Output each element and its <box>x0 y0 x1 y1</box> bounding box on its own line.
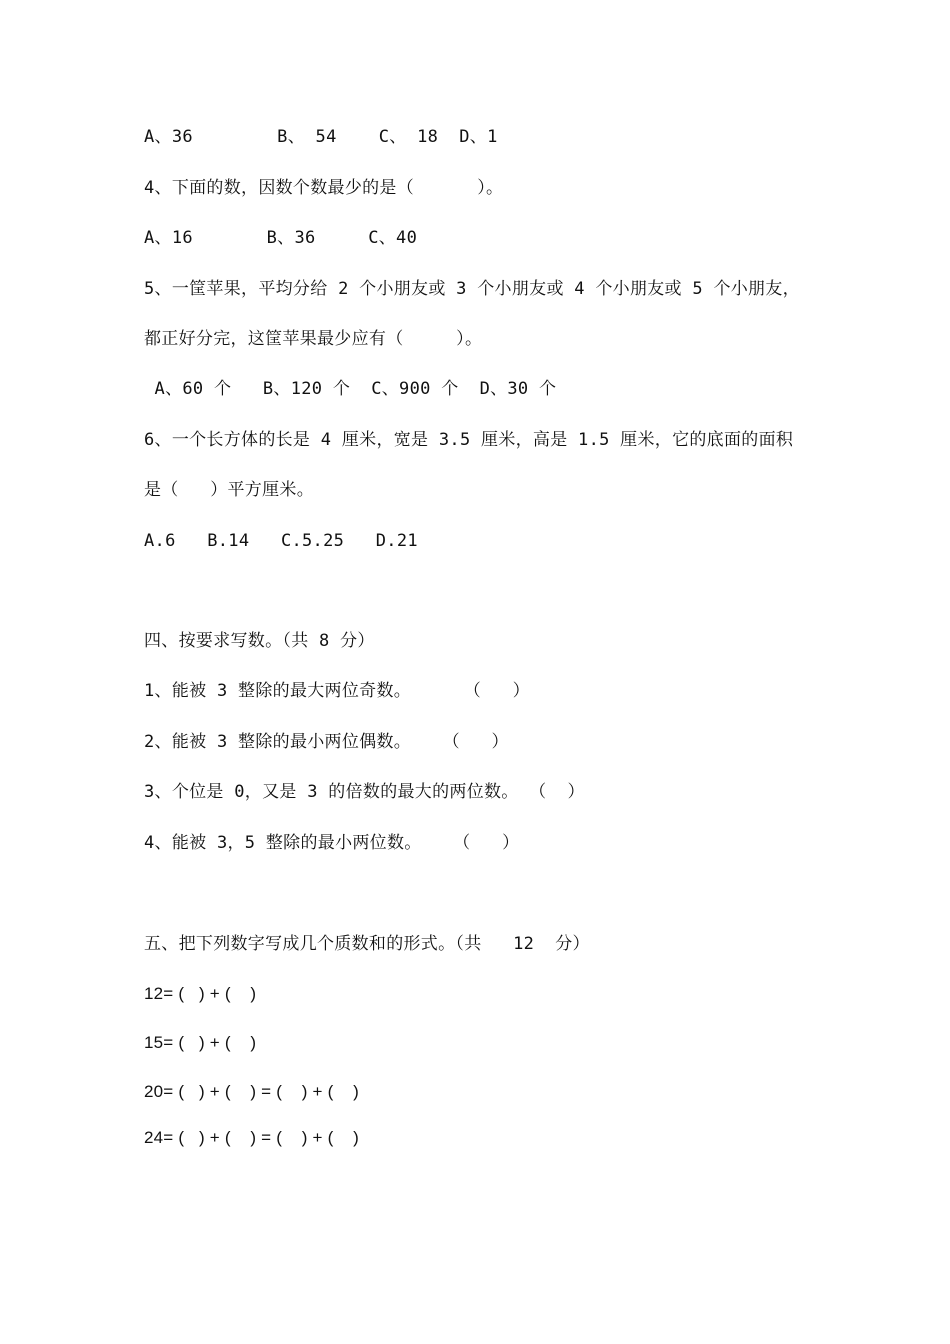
section-4-heading: 四、按要求写数。（共 8 分） <box>144 631 375 651</box>
equation-20: 20= ( ) + ( ) = ( ) + ( ) <box>144 1082 360 1101</box>
q3-options: A、36 B、 54 C、 18 D、1 <box>144 127 498 147</box>
section-5-heading: 五、把下列数字写成几个质数和的形式。（共 12 分） <box>144 934 590 954</box>
q4-options: A、16 B、36 C、40 <box>144 228 418 248</box>
section-4-item-4: 4、能被 3，5 整除的最小两位数。 （ ） <box>144 833 520 853</box>
equation-12: 12= ( ) + ( ) <box>144 984 257 1003</box>
section-4-item-1: 1、能被 3 整除的最大两位奇数。 （ ） <box>144 681 530 701</box>
question-5-line-2: 都正好分完，这筐苹果最少应有（ ）。 <box>144 329 483 349</box>
section-4-item-2: 2、能被 3 整除的最小两位偶数。 （ ） <box>144 732 509 752</box>
question-5-line-1: 5、一筐苹果，平均分给 2 个小朋友或 3 个小朋友或 4 个小朋友或 5 个小朋友， <box>144 279 800 299</box>
question-6-line-1: 6、一个长方体的长是 4 厘米，宽是 3.5 厘米，高是 1.5 厘米，它的底面的面积 <box>144 430 794 450</box>
question-4: 4、下面的数，因数个数最少的是（ ）。 <box>144 178 504 198</box>
equation-15: 15= ( ) + ( ) <box>144 1033 257 1052</box>
question-6-line-2: 是（ ）平方厘米。 <box>144 480 315 500</box>
section-4-item-3: 3、个位是 0，又是 3 的倍数的最大的两位数。 （ ） <box>144 782 585 802</box>
q6-options: A.6 B.14 C.5.25 D.21 <box>144 531 418 551</box>
equation-24: 24= ( ) + ( ) = ( ) + ( ) <box>144 1128 360 1147</box>
q5-options: A、60 个 B、120 个 C、900 个 D、30 个 <box>144 379 557 399</box>
